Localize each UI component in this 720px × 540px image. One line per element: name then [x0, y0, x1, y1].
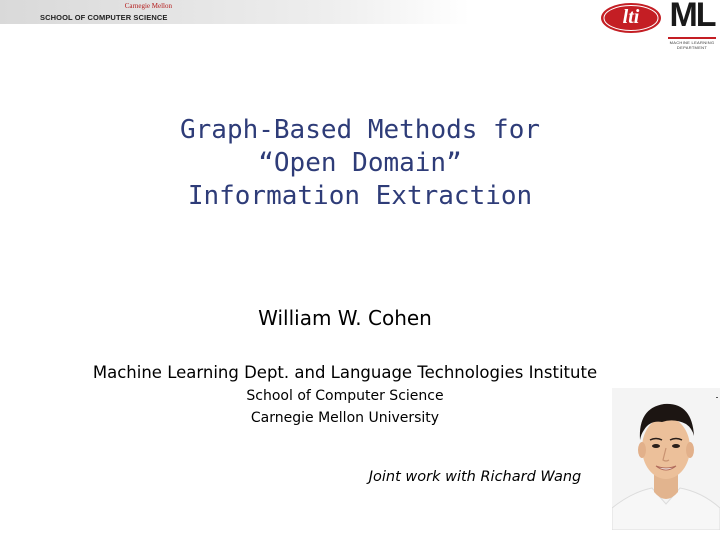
affiliation-school: School of Computer Science: [246, 388, 444, 404]
school-name: SCHOOL OF COMPUTER SCIENCE: [40, 13, 168, 22]
affiliation-university: Carnegie Mellon University: [250, 410, 440, 426]
ml-logo-sub2: DEPARTMENT: [676, 45, 708, 50]
lti-logo: [600, 2, 662, 34]
collaborator-photo: [612, 388, 720, 530]
ml-department-logo: [666, 0, 718, 50]
lti-logo-text: lti: [622, 6, 640, 28]
affiliation-main: Machine Learning Dept. and Language Technologies Institute: [92, 363, 598, 382]
author-name: William W. Cohen: [258, 306, 432, 330]
joint-work-note: Joint work with Richard Wang: [368, 469, 582, 485]
person-photo-icon: [612, 388, 720, 530]
title-line-2: “Open Domain”: [258, 148, 462, 178]
cmu-name: Carnegie Mellon: [124, 2, 172, 10]
title-line-1: Graph-Based Methods for: [179, 115, 541, 145]
stray-mark: [716, 397, 718, 398]
title-line-3: Information Extraction: [187, 181, 533, 211]
cmu-scs-logo: [36, 2, 176, 24]
ml-logo-bar: [668, 37, 716, 39]
slide-title: [60, 114, 660, 213]
ml-logo-sub1: MACHINE LEARNING: [669, 40, 715, 45]
ml-logo-text: ML: [669, 0, 715, 34]
